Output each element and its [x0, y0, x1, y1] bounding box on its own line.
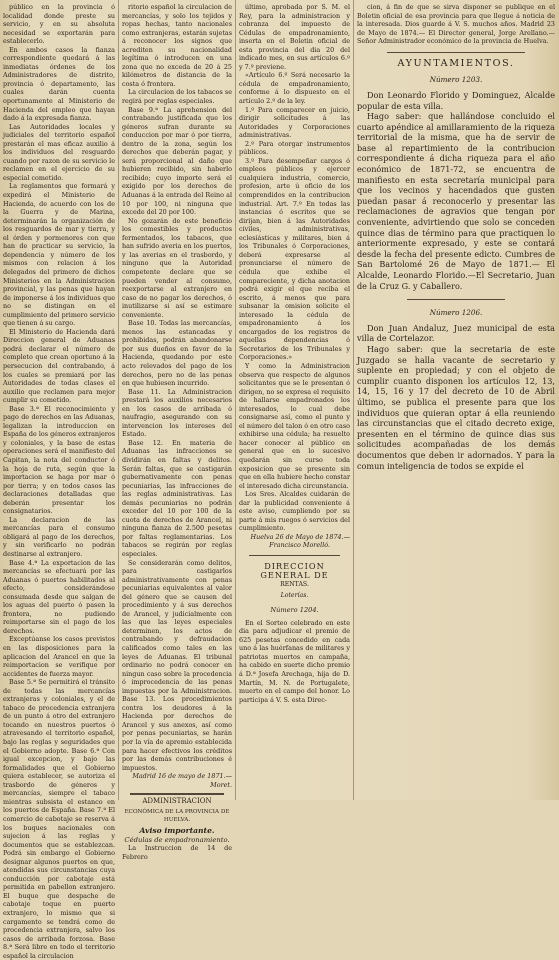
paragraph: Los Sres. Alcaldes cuidarán de dar la publicidad conveniente á este aviso, cumpliendo por su parte á mis ruegos ó servicios del cumplimiento. — [239, 490, 350, 533]
paragraph: último, aprobada por S. M. el Rey, para la administracion y cobranza del impuesto de Cédulas de empadronamiento, inserta en el Boletin oficial de esta provincia del dia 20 del indicado mes, en sus artículos 6.º y 7.º previene. — [239, 3, 350, 71]
notice-number: Número 1203. — [429, 75, 483, 85]
column-3 — [236, 0, 353, 800]
paragraph: Don Leonardo Florido y Dominguez, Alcalde popular de esta villa. — [357, 89, 555, 111]
paragraph: Base 5.ª Se permitirá el tránsito de todas las mercancías extranjeras y coloniales, y el de tabaco de procedencia extranjera de un punto á otro del extranjero tocando en nuestros puertos ó atravesando el territorio español, bajo las reglas y seguridades que el Gobierno adopte. Base 6.ª Con igual excepcion, y bajo las formalidades que el Gobierno quiera establecer, se autoriza el trasbordo de géneros y mercancías, siempre el tabaco mientras subsista el estanco en los puertos de España. Base 7.ª El comercio de cabotaje se reserva á los buques nacionales con sujecion á las reglas y documentos que se establezcan. Podrá sin embargo el Gobierno designar algunos puertos en que, atendidas sus circunstancias cuya conducción por cabotaje está permitida en pabellon extranjero. El buque que despache de cabotaje toque en puerto extranjero, lo mismo que si cargamento se tendrá como de procedencia extranjera, salvo los casos de arribada forzosa. Base 8.ª Será libre en todo el territorio español la circulacion — [3, 678, 115, 960]
signature: Francisco Morelló. — [269, 541, 330, 550]
paragraph: Base 4.ª La exportacion de las mercancías se efectuará por las Aduanas ó puertos habilitados al efecto, considerándose consumada desde que salgan de los aguas del puerto ó pasen la frontera, no pudiendo reimportarse sin el pago de los derechos. — [3, 558, 115, 635]
paragraph: ritorio español la circulacion de mercancías, y solo los tejidos y ropas hechas, tanto nacionales como extranjeras, estarán sujetas á reconocer los signos que acrediten su nacionalidad legítima ó introducen en una zona que no exceda de 20 á 25 kilómetros de distancia de la costa ó frontera. — [122, 3, 232, 88]
paragraph: Hago saber: que hallándose concluido el cuarto apéndice al amillaramiento de la riqueza territorial de la misma, que ha de servir de base al repartimiento de la contribucion correspondiente á dicha riqueza para el año económico de 1871-72, se encuentra de manifiesto en esta secretaría municipal para que los vecinos y hacendados que gusten puedan pasar á reconocerlo y presentar las reclamaciones de agravios que tengan por conveniente, advirtiendo que solo se conceden quince dias de término para que practiquen lo anteriormente expresado, y este se contará desde la fecha del presente edicto. Cumbres de San Bartolomé 26 de Mayo de 1871.— El Alcalde, Leonardo Florido.—El Secretario, Juan de la Cruz G. y Caballero. — [357, 111, 555, 291]
paragraph: El Ministerio de Hacienda dará Direccion general de Aduanas podrá declarar el número de completo que crean oportuno á la persecucion del contrabando, á los cuales se premiará por las Autoridades de todas clases el auxilio que reclamen para mejor cumplir su cometido. — [3, 327, 115, 405]
section-heading: ADMINISTRACION — [142, 797, 212, 806]
paragraph: Don Juan Andaluz, Juez municipal de esta villa de Cortelazor. — [357, 322, 555, 344]
section-heading: DIRECCION GENERAL DE — [260, 561, 329, 580]
paragraph: Y como la Administracion observa que respecto de algunos solicitantes que se le presentan ó dirigen, no se expresa el requisito de hallarse empadronados los interesados, lo cual debe consignarse así, como el punto y el número del talon ó en otro caso exhibirse una cédula; ha resuelto hacer conocer al público en general que en lo sucesivo quedarán sin curso toda exposicion que se presente sin que en ella hubiere hecho constar el interesado dicha circunstancia. — [239, 361, 350, 490]
section-subheading: ECONÓMICA DE LA PROVINCIA DE HUELVA. — [124, 808, 230, 824]
paragraph: Exceptúanse los casos previstos en las disposiciones para la aplicacion del Arancel en que la reimportacion se verifique por accidentes de fuerza mayor. — [3, 635, 115, 678]
notice-number: Número 1206. — [429, 308, 483, 318]
date-line: Madrid 16 de mayo de 1871.—Moret. — [132, 772, 232, 789]
column-1 — [0, 0, 118, 960]
section-rule — [130, 793, 224, 795]
paragraph: En el Sorteo celebrado en este dia para adjudicar el premio de 625 pesetas concedido en cada uno á las huérfanas de militares y patriotas muertos en campaña, ha cabido en suerte dicho premio á D.ª Josefa Arechaga, hija de D. Martín, M. N. de Portugalete, muerto en el campo del honor. Lo participa á V. S. esta Direc- — [239, 618, 350, 704]
paragraph: público en la provincia ó localidad donde preste su servicio, y en su absoluta necesidad se exportarán para establecerlo. — [3, 3, 115, 46]
paragraph: La Instruccion de 14 de Febrero — [122, 844, 232, 861]
section-subheading: RENTAS. — [280, 581, 309, 589]
notice-title: Aviso importante. — [139, 825, 215, 835]
column-4 — [354, 0, 559, 800]
paragraph: Se considerarán como delitos, para castigarlos administrativamente con penas pecuniarias equivalentes al valor del género que se causen del procedimiento y á sus derechos de Arancel, y judicialmente con las que las leyes especiales determinen, los actos de contrabando y defraudacion calificados como tales en las leyes de Aduanas. El tribunal ordinario no podrá conocer en ningun caso sobre la procedencia ó improcedencia de las penas impuestas por la Administracion. Base 13. Los procedimientos contra los deudores á la Hacienda por derechos de Arancel y sus anexos, así como por penas pecuniarias, se harán por la vía de apremio establecida para hacer efectivos los créditos por las demás contribuciones é impuestos. — [122, 558, 232, 772]
paragraph: En ambos casos la fianza correspondiente quedará á las inmediatas órdenes de los Administradores de distrito, provincia ó departamento, las cuales darán cuenta oportunamente al Ministerio de Hacienda del empleo que hayan dado á la expresada fianza. — [3, 45, 115, 123]
paragraph: La circulacion de los tabacos se regirá por reglas especiales. — [122, 88, 232, 106]
paragraph: 3.º Para desempeñar cargos ó empleos públicos y ejercer cualquiera industria, comercio, profesion, arte ú oficio de los comprendidos en la contribucion industrial. Art. 7.º En todas las instancias ó escritos que se dirijan, bien á las Autoridades civiles, administrativas, eclesiásticas y militares, bien á los Tribunales ó Corporaciones, deberá expresarse al pronunciarse el número de cédula que exhibe el compareciente, y dicha anotacion podrá exigir el que reciba el escrito, á menos que para subsanar la omision solicite el interesado la cédula de empadronamiento á los encargados de los registros de aquellas dependencias ó Secretarios de los Tribunales y Corporaciones.» — [239, 156, 350, 362]
paragraph: 1.º Para comparecer en juicio, dirigir solicitudes á las Autoridades y Corporaciones administrativas. — [239, 105, 350, 140]
paragraph: Base 12. En materia de Aduanas las infracciones se dividirán en faltas y delitos. Serán faltas, que se castigarán gubernativamente con penas pecuniarias, las infracciones de las reglas administrativas. Las demás pecuniarias no podrán exceder del 10 por 100 de la cuota de derechos de Arancel, ni ninguna fianza de 2.500 pesetas por faltas reglamentarias. Los tabacos se regirán por reglas especiales. — [122, 438, 232, 558]
notice-number: Número 1204. — [270, 606, 319, 615]
paragraph: Base 10. Todas las mercancías, menos las estancadas y prohibidas, podrán abandonarse por sus dueños en favor de la Hacienda, quedando por este acto relevados del pago de los derechos, pero no de las penas en que hubiesen incurrido. — [122, 319, 232, 388]
paragraph: La declaracion de las mercancías para el consumo obligará al pago de los derechos, y sin verificarlo no podrán destinarse al extranjero. — [3, 515, 115, 558]
section-rule — [249, 555, 340, 556]
section-rule — [387, 52, 525, 53]
column-2 — [119, 0, 235, 861]
paragraph: Base 9.ª La aprehension del contrabando justificada que los géneros sufran durante su conduccion por mar ó por tierra, dentro de la zona, según los derechos que deberán pagar, y será proporcional al daño que hubieren recibido, sin haberlo recibido; cuyo importe será el exigido por los derechos de Aduanas á la entrada del Reino al 10 por 100, ni ninguna que excede del 20 por 100. — [122, 105, 232, 217]
paragraph: Las Autoridades locales y judiciales del territorio español prestarán el mas eficaz auxilio á los individuos del resguardo cuando por razon de su servicio le reclamen en el ejercicio de su especial cometido. — [3, 122, 115, 182]
paragraph: «Artículo 6.º Será necesario la cédula de empadronamiento, conforme á lo dispuesto en el artículo 2.º de la ley. — [239, 71, 350, 106]
date-line: Huelva 26 de Mayo de 1874.— — [250, 532, 350, 541]
paragraph: Hago saber: que la secretaria de este Juzgado se halla vacante de secretario y suplente en propiedad; y con el objeto de cumplir cuanto disponen los artículos 12, 13, 14, 15, 16 y 17 del decreto de 10 de Abril último, se publica el presente para que los individuos que quieran optar á ella reuniendo las circunstancias que el citado decreto exige, presenten en el término de quince dias sus solicitudes acompañadas de los demás documentos que deben ir adornados. Y para la comun inteligencia de todos se expide el — [357, 343, 555, 471]
paragraph: La reglamentos que formará y expedirá el Ministerio de Hacienda, de acuerdo con los de la Guerra y de Marina, determinarán la organización de los resguardos de mar y tierra, y el órden y pormenores con que han de practicar su servicio, la dependencia y número de los mismos con relacion á los delegados del primero de dichos Ministerios en la Administracion provincial, y las penas que hayan de imponerse á los individuos que no se distingan en el cumplimiento del primero servicio que tienen á su cargo. — [3, 182, 115, 328]
paragraph: Base 11. La Administracion prestará los auxilios necesarios en los casos de arribada ó naufragio, asegurando con su intervencion los intereses del Estado. — [122, 387, 232, 439]
paragraph: cion, á fin de que se sirva disponer se publique en el Boletin oficial de esa provincia para que llegue á noticia de la interesada. Dios guarde á V. S. muchos años. Madrid 23 de Mayo de 1874.— El Director general, Jorge Arellano.—Señor Administrador económico de la provincia de Huelva. — [357, 3, 555, 46]
paragraph: 2.º Para otorgar instrumentos públicos. — [239, 139, 350, 157]
notice-subtitle: Cédulas de empadronamiento. — [124, 835, 230, 844]
section-rule — [407, 299, 505, 300]
paragraph: Base 3.ª El reconocimiento y pago de derechos en las Aduanas, legalizan la introduccion en España de los géneros extranjeros y coloniales, y la base de estas operaciones será el manifiesto del Capitan, la nota del conductor ó la hoja de ruta, según que la importacion se haga por mar ó por tierra; y en todos casos las declaraciones detalladas que deberán presentar los consignatarios. — [3, 404, 115, 516]
paragraph: No gozarán de este beneficio los comestibles y productos fermentados, los tabacos, que han sufrido averia en los puertos, y las averias en el trasbordo, y ninguno que la Autoridad competente declare que se pueden vender al consumo, reexportarse al extranjero en caso de no pagar los derechos, ó inutilizarse si así se estimare conveniente. — [122, 216, 232, 319]
section-heading: AYUNTAMIENTOS. — [397, 57, 515, 69]
section-subheading: Loterías. — [280, 591, 309, 599]
